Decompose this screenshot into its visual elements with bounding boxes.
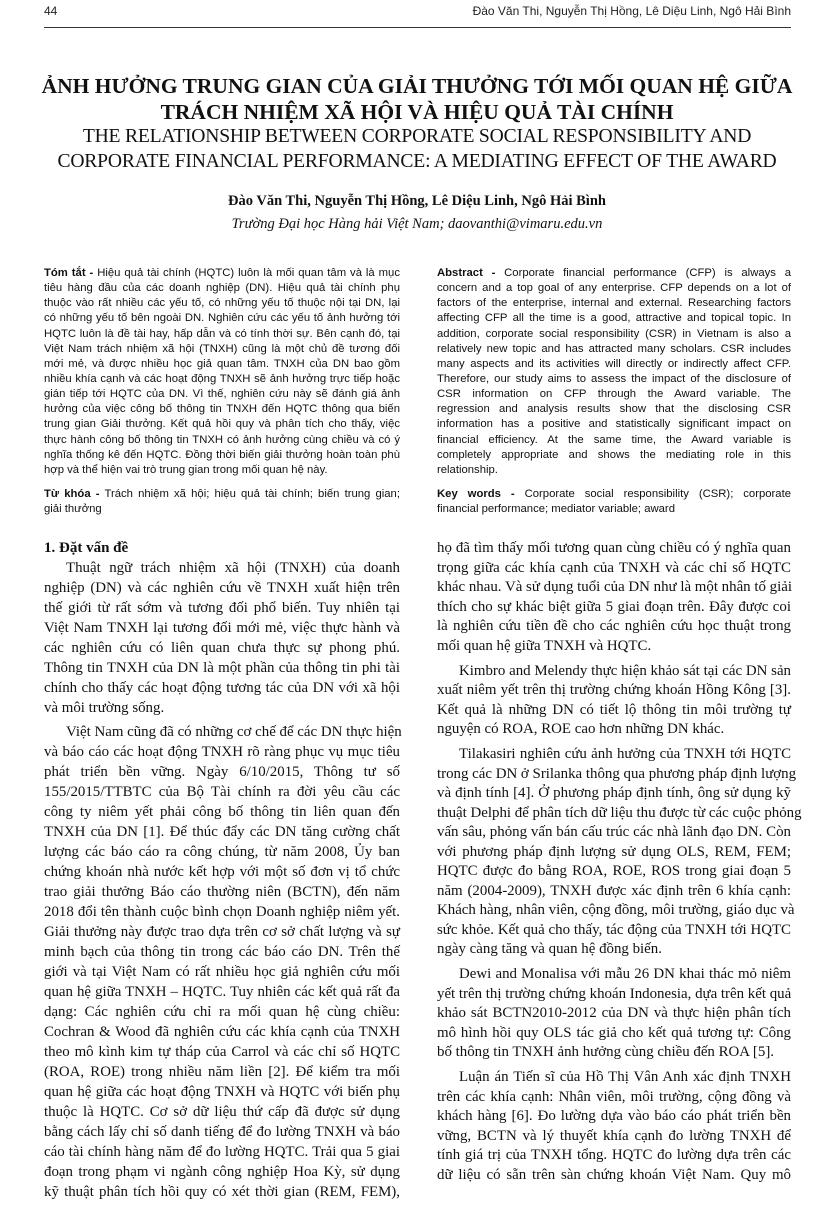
paragraph-line: Cochran & Wood đã nghiên cứu các khía cạnh của TNXH (44, 1024, 400, 1040)
paragraph-line: trong các DN ở Srilanka thông qua phương pháp định lượng (437, 765, 797, 782)
abstract-line (44, 296, 400, 311)
abstract-line (44, 448, 400, 463)
abstract-text: Việt Nam trách nhiệm xã hội (TNXH) cũng là một chủ đề tương đối (44, 342, 400, 355)
abstract-line (437, 342, 791, 357)
abstract-line (437, 266, 791, 281)
keywords-line (44, 487, 400, 502)
paragraph (437, 1068, 791, 1185)
paragraph-line: ngày càng tăng và quan hệ đồng biến. (437, 941, 662, 957)
abstract-line (437, 448, 791, 463)
abstract-text: financial efficiency. At the same time, the Award variable is (437, 433, 791, 446)
abstract-label: Abstract - (437, 267, 496, 279)
keywords-text: Corporate social responsibility (CSR); corporate (514, 487, 791, 500)
keywords-label: Key words - (437, 487, 515, 500)
paragraph-line: và báo cáo các hoạt động TNXH rõ ràng phục vụ mục tiêu (44, 744, 400, 760)
paragraph-line: quan hệ giữa TNXH – HQTC. Tuy nhiên các kết quả rất đa (44, 984, 400, 1000)
paragraph-line: minh bạch của thông tin trong các báo cáo DN. Trên thế (44, 944, 400, 960)
paragraph (437, 965, 791, 1063)
abstract-text: gián tiếp tới HQTC của DN. Vì thế, nghiên cứu này sẽ đánh giá ảnh (44, 388, 400, 401)
abstract-line (44, 311, 400, 326)
abstract-vn (44, 266, 400, 517)
abstract-line (437, 357, 791, 372)
title-vn-line: ẢNH HƯỞNG TRUNG GIAN CỦA GIẢI THƯỞNG TỚI MỐI QUAN HỆ GIỮA (41, 74, 793, 98)
paragraph-line: thuộc là HQTC. Cơ sở dữ liệu thứ cấp đã được sử dụng (44, 1104, 400, 1120)
abstract-line (437, 417, 791, 432)
abstract-line (44, 417, 400, 432)
abstract-label: Tóm tắt - (44, 267, 94, 279)
paragraph-line: (ROA, ROE) trong nhiều năm liền [2]. Để kiểm tra mối (44, 1064, 400, 1080)
title-vn-line: TRÁCH NHIỆM XÃ HỘI VÀ HIỆU QUẢ TÀI CHÍNH (160, 100, 674, 124)
title-en-line: CORPORATE FINANCIAL PERFORMANCE: A MEDIATING EFFECT OF THE AWARD (57, 151, 777, 172)
paragraph-line: vấn sâu, phỏng vấn bán cấu trúc các nhà lãnh đạo DN. Còn (437, 824, 791, 840)
paragraph-line: quan hệ giữa các hoạt động TNXH và HQTC với biến phụ (44, 1084, 400, 1100)
paragraph-line: công ty niêm yết phải công bố thông tin liên quan đến (44, 804, 400, 820)
paragraph-line: với phương pháp định lượng sử dụng OLS, REM, FEM; (437, 843, 791, 860)
page-number: 44 (44, 4, 58, 18)
paragraph-line: trọng giữa các khía cạnh của TNXH và các chỉ số HQTC (437, 559, 791, 576)
abstract-text: CSR information on CFP through the Award variable. The (437, 388, 791, 401)
paragraph-line: trao giải thưởng Báo cáo thường niên (BCTN), đến năm (44, 884, 400, 900)
paragraph-line: bằng cách lấy chỉ số danh tiếng để đo lường TNXH và báo (44, 1124, 400, 1140)
abstract-line (437, 402, 791, 417)
paragraph-line: thế giới từ rất sớm và tương đối phổ biến. Tuy nhiên tại (44, 600, 400, 616)
paragraph (437, 662, 791, 740)
paragraph-line: thuật Delphi để phân tích dữ liệu thu được từ các cuộc phỏng (437, 804, 802, 821)
abstract-text: addition, corporate social responsibility (CSR) in Vietnam is also a (437, 327, 791, 340)
paragraph-line: sức khỏe. Kết quả cho thấy, tác động của TNXH tới HQTC (437, 921, 791, 938)
paragraph-line: dạng: Các nghiên cứu chỉ ra mối quan hệ cùng chiều: (44, 1004, 400, 1020)
paragraph-line: yết trên thị trường chứng khoán Indonesia, dựa trên kết quả (437, 985, 792, 1002)
paragraph-line: Việt Nam cũng đã có những cơ chế để các DN thực hiện (66, 724, 402, 740)
abstract-text: hưởng của việc công bố thông tin TNXH đến HQTC thông qua biến (44, 403, 400, 416)
section-heading: 1. Đặt vấn đề (44, 540, 129, 556)
abstract-line (437, 296, 791, 311)
paragraph (44, 558, 400, 718)
abstract-text: nghĩa thống kê đến HQTC. Đồng thời biến giải thưởng hoàn toàn phù (44, 448, 400, 461)
abstract-line (44, 281, 400, 296)
paragraph-line: năm (2004-2009), TNXH được xác định trên 6 khía cạnh: (437, 882, 791, 899)
abstract-line (437, 387, 791, 402)
body-right-column (437, 539, 802, 1191)
paragraph-line: Thông tin TNXH của DN là một phần của thông tin phi tài (44, 660, 400, 676)
paragraph-line: cáo tài chính hàng năm để đo lường HQTC. Trải qua 5 giai (44, 1144, 400, 1160)
paragraph-line: nguyện có ROA, ROE cao hơn những DN khác. (437, 721, 725, 737)
affiliation: Trường Đại học Hàng hải Việt Nam; daovanthi@vimaru.edu.vn (231, 216, 603, 232)
paragraph-line: tính giá trị của TNXH tổng. HQTC đo lường dựa trên các (437, 1147, 791, 1163)
abstract-text: thực hành công bố thông tin TNXH có ảnh hưởng cùng chiều và có ý (44, 433, 400, 446)
keywords-line (437, 502, 791, 517)
abstract-line (437, 433, 791, 448)
paragraph-line: Kimbro and Melendy thực hiện khảo sát tại các DN sản (459, 662, 791, 679)
paragraph-line: Việt Nam TNXH lại tương đối mới mẻ, việc thực hành và (44, 620, 400, 636)
paragraph-line: trên các khía cạnh: Nhân viên, môi trường, cộng đồng và (437, 1088, 791, 1105)
paragraph-line: khách hàng [6]. Đo lường dựa vào báo cáo phát triển bền (437, 1108, 791, 1124)
abstract-line (44, 402, 400, 417)
abstract-text: concern and a top goal of any enterprise. CFP depends on a lot of (437, 282, 791, 295)
paragraph-line: HQTC được đo bằng ROA, ROE, ROS trong giai đoạn 5 (437, 863, 791, 879)
keywords-line (437, 487, 791, 502)
paragraph-line: họ đã tìm thấy mối tương quan cùng chiều có ý nghĩa quan (437, 540, 791, 556)
paragraph-line: Tilakasiri nghiên cứu ảnh hưởng của TNXH tới HQTC (459, 746, 791, 762)
abstract-line (437, 327, 791, 342)
paragraph-line: mô hình hồi quy OLS tác giả cho kết quả tương tự: Công (437, 1024, 791, 1041)
abstract-text: Hiệu quả tài chính (HQTC) luôn là mối quan tâm và là mục (93, 267, 400, 279)
abstract-text: nhiều khía cạnh và các hoạt động TNXH sẽ ảnh hưởng trực tiếp hoặc (44, 372, 400, 385)
paragraph-line: Khách hàng, nhân viên, cộng đồng, môi trường, giáo dục và (437, 902, 795, 918)
keywords-line (44, 502, 400, 517)
paragraph-line: kỹ thuật phân tích hồi quy có xét thời gian (REM, FEM), (44, 1184, 400, 1200)
abstract-text: HQTC luôn là đề tài hay, hấp dẫn và có tính thời sự. Bên cạnh đó, tại (44, 327, 400, 340)
paragraph-line: Thuật ngữ trách nhiệm xã hội (TNXH) của doanh (66, 560, 400, 576)
paragraph (437, 539, 791, 656)
paragraph-line: theo mô kình kim tự tháp của Carrol và các chỉ số HQTC (44, 1044, 400, 1060)
paragraph-line: lượng các báo cáo ra công chúng, từ năm 2008, Ủy ban (44, 844, 400, 860)
abstract-text: Therefore, our study aims to assess the impact of the disclosure of (437, 372, 791, 385)
abstract-text: thuộc vào rất nhiều các yếu tố, có những yếu tố thuộc nội tại DN, lại (44, 297, 400, 310)
header-rule (44, 27, 791, 28)
paragraph-line: đoạn trong phạm vi ngành công nghiệp Hoa Kỳ, sử dụng (44, 1164, 400, 1180)
abstract-line (44, 463, 400, 478)
paragraph-line: bố thông tin TNXH ảnh hưởng cùng chiều đến ROA [5]. (437, 1044, 775, 1060)
paragraph-line: giới và tại Việt Nam có rất nhiều học giả nghiên cứu mối (44, 964, 400, 980)
abstract-text: relationship. (437, 463, 498, 476)
keywords-text: giải thưởng (44, 503, 102, 516)
paragraph-line: phát triển bền vững. Ngày 6/10/2015, Thông tư số (44, 764, 400, 780)
abstract-text: hợp và thể hiện vai trò trung gian trong mối quan hệ này. (44, 463, 328, 476)
paragraph-line: nghiệp (DN) và các nghiên cứu về TNXH xuất hiện trên (44, 580, 400, 596)
paragraph-line: và môi trường sống. (44, 700, 165, 716)
abstract-text: tiêu hàng đầu của các doanh nghiệp (DN). Hiệu quả tài chính phụ (44, 282, 400, 295)
keywords (437, 487, 791, 517)
abstract-line (437, 281, 791, 296)
paragraph-line: mối quan hệ giữa TNXH và HQTC. (437, 637, 652, 654)
abstract-line (437, 372, 791, 387)
abstract-line (44, 433, 400, 448)
paragraph (44, 722, 400, 1202)
abstract-text: regression and analysis results show that the disclosing CSR (437, 403, 791, 416)
paragraph-line: khảo sát BCTN2010-2012 của DN và thực hiện phân tích (437, 1005, 791, 1021)
abstract-line (44, 342, 400, 357)
keywords (44, 487, 400, 517)
abstract-text: có những yếu tố bên ngoài DN. Nghiên cứu các yếu tố ảnh hưởng tới (44, 312, 400, 325)
paragraph-line: các nghiên cứu có liên quan chưa thực sự phong phú. (44, 640, 400, 656)
paragraph-line: dữ liệu có sẵn trên sàn chứng khoán Việt Nam. Quy mô (437, 1166, 791, 1183)
body-left-column (44, 538, 400, 1206)
abstract-line (44, 372, 400, 387)
abstract-text: many aspects and its activities will directly or indirectly affect CFP. (437, 357, 791, 370)
abstract-text: completely appropriate and shows the mediating role in this (437, 448, 791, 461)
abstract-text: mới mẻ, và được nhiều học giả quan tâm. TNXH của DN bao gồm (44, 357, 400, 370)
paragraph-line: 155/2015/TTBTC của Bộ Tài chính ra đời yêu cầu các (44, 784, 400, 800)
paragraph-line: TNXH của DN [1]. Để thúc đẩy các DN tăng cường chất (44, 824, 400, 840)
paragraph-line: Kết quả là những DN có tiết lộ thông tin môi trường tự (437, 701, 791, 718)
title-en-line: THE RELATIONSHIP BETWEEN CORPORATE SOCIAL RESPONSIBILITY AND (82, 126, 752, 147)
keywords-text: Trách nhiệm xã hội; hiệu quả tài chính; biến trung gian; (99, 487, 400, 500)
paragraph-line: và định tính [4]. Ở phương pháp định tính, ông sử dụng kỹ (437, 785, 791, 801)
keywords-label: Từ khóa - (44, 487, 100, 500)
abstract-text: factors of the enterprise, internal and external. Researching factors (437, 297, 791, 310)
paragraph-line: chứng khoán nhà nước kết hợp với một số đơn vị tổ chức (44, 864, 400, 880)
abstract-text: information has a positive and statistically significant impact on (437, 418, 791, 431)
authors: Đào Văn Thi, Nguyễn Thị Hồng, Lê Diệu Linh, Ngô Hải Bình (228, 193, 606, 209)
paragraph-line: thích cho sự khác biệt giữa 5 giai đoạn trên. Đây được coi (437, 598, 791, 615)
paragraph-line: xuất niêm yết trên thị trường chứng khoán Hồng Kông [3]. (437, 682, 791, 698)
paragraph-line: chính cho thấy các hoạt động tương tác của DN với xã hội (44, 680, 400, 696)
paragraph-line: khác nhau. Và sử dụng tuổi của DN như là một nhân tố giải (437, 579, 792, 595)
paragraph-line: là nghiên cứu tiền đề cho các nghiên cứu học thuật trong (437, 618, 791, 634)
abstract-text: trung gian Giải thưởng. Kết quả hồi quy và phân tích cho thấy, việc (44, 418, 400, 431)
abstract-en (437, 266, 791, 517)
paragraph-line: Giải thưởng này được trao dựa trên cơ sở chất lượng và sự (44, 924, 400, 940)
abstract-line (437, 463, 791, 478)
running-head: Đào Văn Thi, Nguyễn Thị Hồng, Lê Diệu Linh, Ngô Hải Bình (472, 4, 791, 18)
paragraph-line: 2018 đổi tên thành cuộc bình chọn Doanh nghiệp niêm yết. (44, 904, 400, 920)
abstract-text: affecting CFP all the time is a good, attractive and topical topic. In (437, 312, 791, 325)
paragraph-line: Luận án Tiến sĩ của Hồ Thị Vân Anh xác định TNXH (459, 1069, 791, 1085)
abstract-line (44, 357, 400, 372)
abstract-text: relatively new topic and has attracted many scholars. CSR includes (437, 342, 791, 355)
abstract-line (44, 266, 400, 281)
paragraph-line: Dewi and Monalisa với mẫu 26 DN khai thác mỏ niêm (459, 966, 791, 982)
paragraph-line: vững, BCTN và lý thuyết khía cạnh đo lường TNXH để (437, 1127, 791, 1144)
abstract-text: Corporate financial performance (CFP) is always a (495, 267, 791, 279)
abstract-line (437, 311, 791, 326)
abstract-line (44, 387, 400, 402)
paragraph (437, 745, 802, 960)
abstract-line (44, 327, 400, 342)
keywords-text: financial performance; mediator variable; award (437, 503, 675, 516)
